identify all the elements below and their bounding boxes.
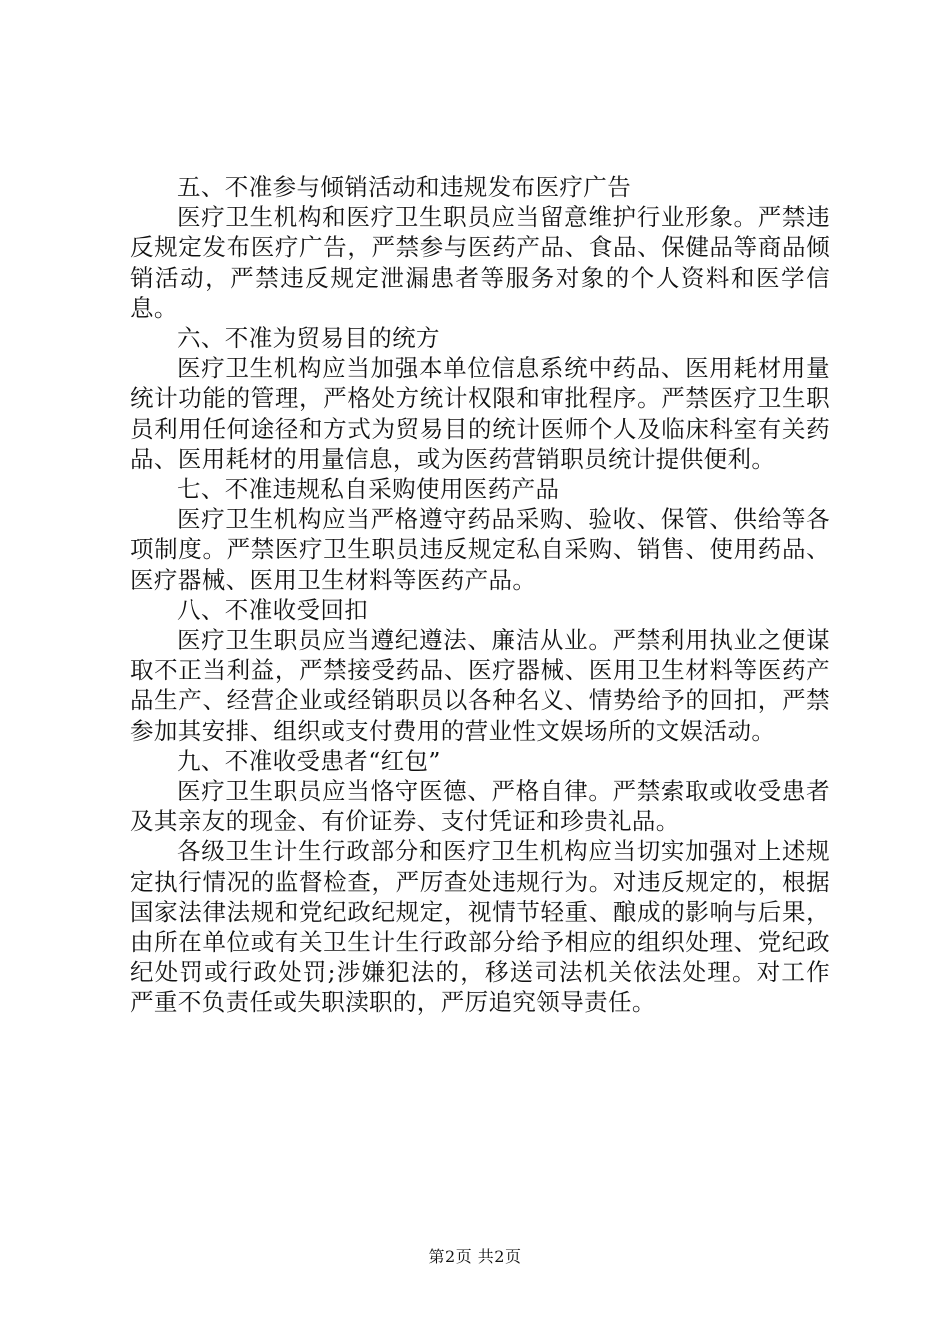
section-body-6: 医疗卫生机构应当加强本单位信息系统中药品、医用耗材用量统计功能的管理，严格处方统计权限和审批程序。严禁医疗卫生职员利用任何途径和方式为贸易目的统计医师个人及临床科室有关药品、医用耗材的用量信息，或为医药营销职员统计提供便利。 [130,354,830,473]
section-heading-6: 六、不准为贸易目的统方 [177,324,440,353]
section-heading-9: 九、不准收受患者“红包” [177,746,441,775]
section-heading-7: 七、不准违规私自采购使用医药产品 [177,475,560,504]
section-body-7: 医疗卫生机构应当严格遵守药品采购、验收、保管、供给等各项制度。严禁医疗卫生职员违反规定私自采购、销售、使用药品、医疗器械、医用卫生材料等医药产品。 [130,505,830,594]
closing-paragraph: 各级卫生计生行政部分和医疗卫生机构应当切实加强对上述规定执行情况的监督检查，严厉查处违规行为。对违反规定的，根据国家法律法规和党纪政纪规定，视情节轻重、酿成的影响与后果，由所在单位或有关卫生计生行政部分给予相应的组织处理、党纪政纪处罚或行政处罚;涉嫌犯法的，移送司法机关依法处理。对工作严重不负责任或失职渎职的，严厉追究领导责任。 [130,837,830,1017]
section-body-5: 医疗卫生机构和医疗卫生职员应当留意维护行业形象。严禁违反规定发布医疗广告，严禁参与医药产品、食品、保健品等商品倾销活动，严禁违反规定泄漏患者等服务对象的个人资料和医学信息。 [130,203,830,322]
section-heading-8: 八、不准收受回扣 [177,595,369,624]
section-body-8: 医疗卫生职员应当遵纪遵法、廉洁从业。严禁利用执业之便谋取不正当利益，严禁接受药品、医疗器械、医用卫生材料等医药产品生产、经营企业或经销职员以各种名义、情势给予的回扣，严禁参加其安排、组织或支付费用的营业性文娱场所的文娱活动。 [130,626,830,745]
document-body [130,172,830,1018]
section-heading-5: 五、不准参与倾销活动和违规发布医疗广告 [177,173,632,201]
page-footer: 第2页 共2页 [428,1247,522,1266]
section-body-9: 医疗卫生职员应当恪守医德、严格自律。严禁索取或收受患者及其亲友的现金、有价证券、支付凭证和珍贵礼品。 [130,777,830,836]
